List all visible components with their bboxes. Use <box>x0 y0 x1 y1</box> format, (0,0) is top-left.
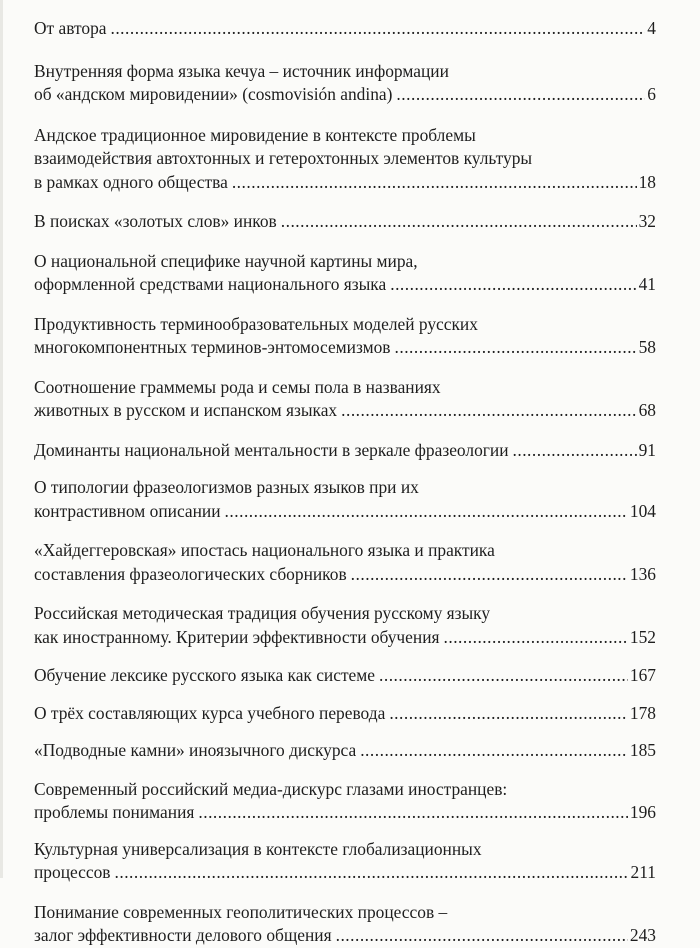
toc-entry-line <box>34 739 656 763</box>
toc-entry-title: О трёх составляющих курса учебного перевода <box>34 702 386 723</box>
toc-entry-line <box>34 439 656 463</box>
toc-entry-title: О типологии фразеологизмов разных языков при их <box>34 477 419 497</box>
dot-leader <box>360 739 628 763</box>
toc-entry-line <box>34 313 656 337</box>
toc-entry-title: Продуктивность терминообразовательных моделей русских <box>34 313 478 334</box>
toc-entry-line <box>34 273 656 297</box>
toc-entry-title: Культурная универсализация в контексте глобализационных <box>34 838 482 859</box>
toc-page-number: 152 <box>629 626 656 647</box>
toc-page-number: 32 <box>638 211 656 231</box>
toc-entry-line <box>34 702 656 726</box>
toc-entry-title: процессов <box>34 862 111 882</box>
toc-entry-title: О национальной специфике научной картины мира, <box>34 250 418 271</box>
toc-entry-title: От автора <box>34 18 107 38</box>
toc-page-number: 68 <box>638 400 656 420</box>
toc-entry-line <box>34 376 656 400</box>
toc-entry-title: оформленной средствами национального языка <box>34 274 387 294</box>
toc-entry <box>34 210 656 234</box>
toc-page-number: 104 <box>629 500 656 521</box>
toc-entry-line <box>34 539 656 563</box>
toc-entry-title: проблемы понимания <box>34 802 195 822</box>
toc-page-number: 58 <box>638 337 656 357</box>
toc-entry-title: «Хайдеггеровская» ипостась национального языка и практика <box>34 540 495 560</box>
toc-entry <box>34 739 656 763</box>
toc-entry-line <box>34 171 656 195</box>
toc-entry-line <box>34 664 656 688</box>
toc-entry-title: в рамках одного общества <box>34 171 228 192</box>
toc-entry-line <box>34 60 656 84</box>
dot-leader <box>225 500 628 524</box>
toc-entry <box>34 476 656 523</box>
toc-entry-line <box>34 838 656 862</box>
toc-entry <box>34 313 656 360</box>
toc-entry-line <box>34 563 656 587</box>
dot-leader <box>115 861 629 885</box>
toc-entry-title: Российская методическая традиция обучения русскому языку <box>34 603 491 623</box>
dot-leader <box>513 439 637 463</box>
toc-entry <box>34 901 656 948</box>
toc-page-number: 211 <box>630 862 656 882</box>
toc-page-number: 178 <box>629 702 656 723</box>
toc-entry-line <box>34 124 656 148</box>
toc-entry-title: взаимодействия автохтонных и гетерохтонных элементов культуры <box>34 148 533 168</box>
toc-entry-title: Понимание современных геополитических процессов – <box>34 901 448 922</box>
toc-entry-line <box>34 602 656 626</box>
toc-entry-title: составления фразеологических сборников <box>34 563 347 584</box>
toc-entry-title: Доминанты национальной ментальности в зеркале фразеологии <box>34 439 509 460</box>
toc-entry-line <box>34 336 656 360</box>
toc-entry-title: Внутренняя форма языка кечуа – источник информации <box>34 60 449 81</box>
toc-entry-title: Современный российский медиа-дискурс глазами иностранцев: <box>34 778 508 799</box>
toc-list <box>34 17 656 948</box>
toc-entry-line <box>34 83 656 107</box>
toc-entry-title: многокомпонентных терминов-энтомосемизмов <box>34 337 391 357</box>
dot-leader <box>444 626 628 650</box>
toc-entry <box>34 702 656 726</box>
toc-entry <box>34 60 656 107</box>
toc-entry-line <box>34 17 656 41</box>
toc-entry-title: об «андском мировидении» (cosmovisión andina) <box>34 84 393 104</box>
toc-page-number: 4 <box>647 18 656 38</box>
toc-entry-title: В поисках «золотых слов» инков <box>34 211 277 231</box>
dot-leader <box>110 17 645 41</box>
toc-entry-title: как иностранному. Критерии эффективности обучения <box>34 626 440 647</box>
dot-leader <box>336 924 628 948</box>
dot-leader <box>389 702 628 726</box>
toc-page-number: 91 <box>638 439 656 460</box>
dot-leader <box>395 336 637 360</box>
toc-page-number: 136 <box>629 563 656 584</box>
toc-entry <box>34 602 656 649</box>
toc-entry <box>34 17 656 41</box>
toc-page-number: 167 <box>629 665 656 685</box>
toc-entry-title: животных в русском и испанском языках <box>34 400 338 420</box>
toc-entry-title: Соотношение граммемы рода и семы пола в названиях <box>34 376 441 397</box>
toc-entry-line <box>34 399 656 423</box>
dot-leader <box>341 399 636 423</box>
dot-leader <box>396 83 645 107</box>
toc-entry <box>34 439 656 463</box>
toc-page-number: 243 <box>629 925 656 945</box>
toc-entry <box>34 250 656 297</box>
dot-leader <box>351 563 628 587</box>
page-edge <box>0 0 3 878</box>
toc-entry-line <box>34 210 656 234</box>
toc-page-number: 6 <box>647 84 656 104</box>
toc-entry-line <box>34 626 656 650</box>
toc-entry <box>34 778 656 825</box>
toc-page-number: 185 <box>629 740 656 760</box>
toc-entry-line <box>34 500 656 524</box>
toc-entry <box>34 664 656 688</box>
dot-leader <box>198 801 628 825</box>
toc-entry <box>34 539 656 586</box>
toc-entry-line <box>34 476 656 500</box>
dot-leader <box>281 210 637 234</box>
toc-entry <box>34 376 656 423</box>
toc-entry-title: залог эффективности делового общения <box>34 925 332 945</box>
toc-entry <box>34 838 656 885</box>
toc-entry-line <box>34 924 656 948</box>
toc-entry-line <box>34 801 656 825</box>
dot-leader <box>390 273 636 297</box>
toc-entry-line <box>34 147 656 171</box>
toc-entry-title: Обучение лексике русского языка как системе <box>34 665 376 685</box>
toc-entry-title: Андское традиционное мировидение в контексте проблемы <box>34 124 476 145</box>
toc-entry-line <box>34 901 656 925</box>
toc-page-number: 196 <box>629 802 656 822</box>
toc-page-number: 18 <box>638 171 656 192</box>
dot-leader <box>232 171 637 195</box>
toc-entry-title: контрастивном описании <box>34 500 221 521</box>
toc-page-number: 41 <box>638 274 656 294</box>
dot-leader <box>379 664 628 688</box>
toc-entry-line <box>34 778 656 802</box>
toc-entry <box>34 124 656 195</box>
toc-entry-line <box>34 250 656 274</box>
toc-entry-title: «Подводные камни» иноязычного дискурса <box>34 740 357 760</box>
toc-entry-line <box>34 861 656 885</box>
